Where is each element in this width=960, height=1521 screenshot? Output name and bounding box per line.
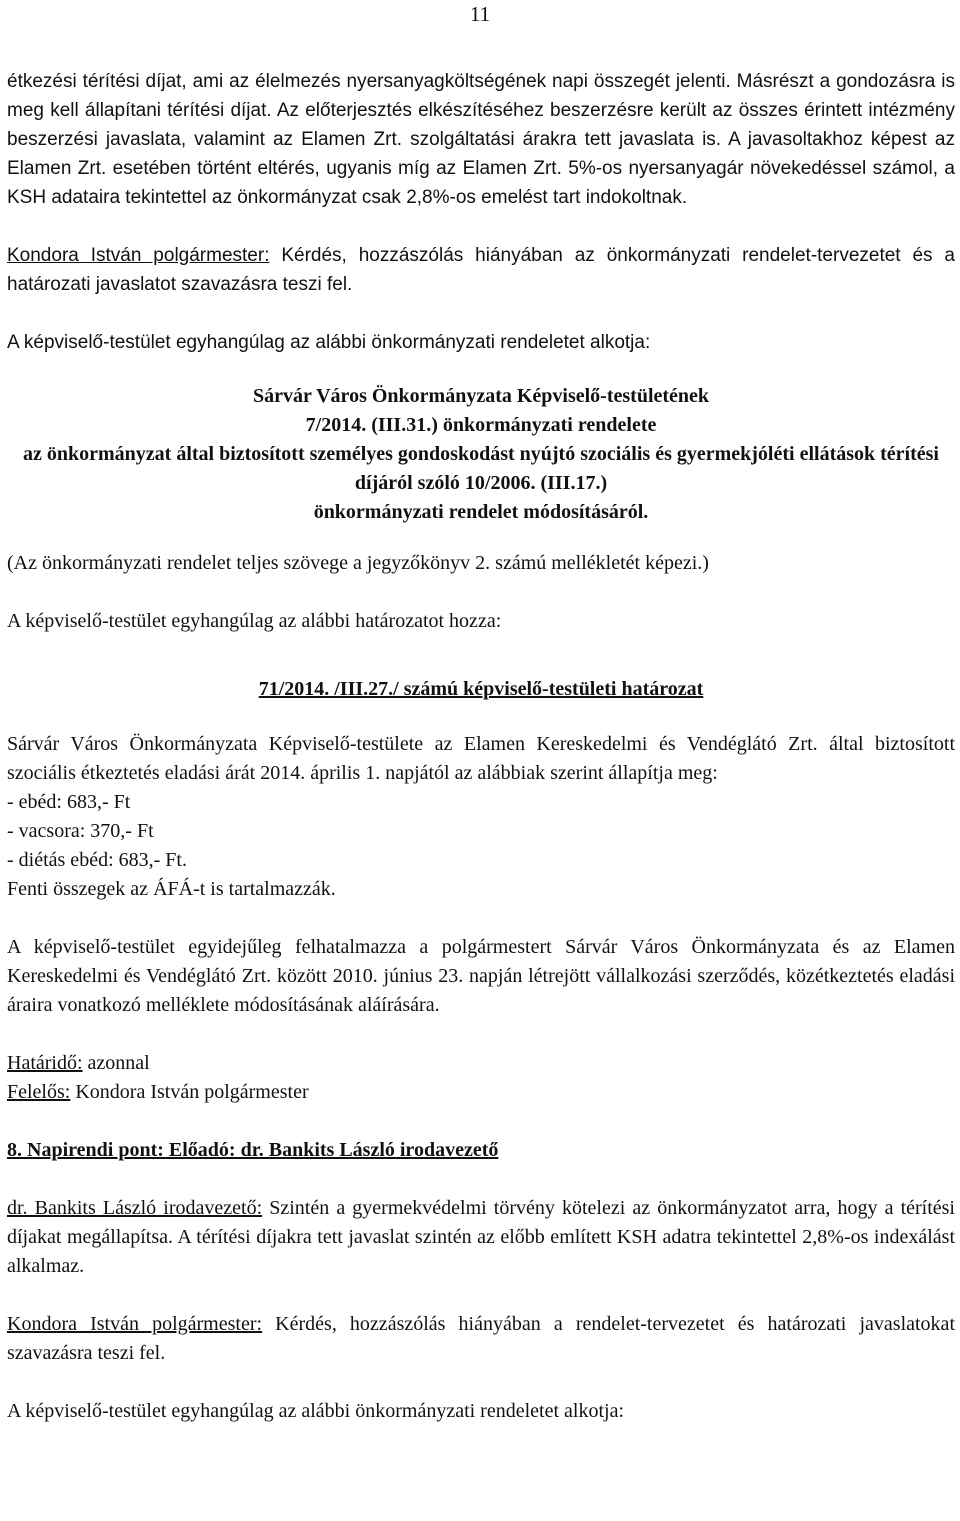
deadline-line [7, 1049, 955, 1078]
page-number: 11 [469, 2, 491, 26]
price-item-diet-lunch: - diétás ebéd: 683,- Ft. [7, 849, 187, 871]
office-head-statement [7, 1194, 955, 1281]
resolution-title: 71/2014. /III.27./ számú képviselő-testületi határozat [258, 678, 704, 700]
decree-title-line1: Sárvár Város Önkormányzata Képviselő-testületének [252, 385, 710, 407]
vat-note: Fenti összegek az ÁFÁ-t is tartalmazzák. [7, 878, 336, 900]
resolution-intro: A képviselő-testület egyhangúlag az alábbi határozatot hozza: [7, 610, 502, 632]
mayor-statement-text: Kérdés, hozzászólás hiányában az önkormányzati rendelet-tervezetet és a határozati javaslatot szavazásra teszi fel. [7, 245, 955, 295]
document-body [7, 67, 955, 1426]
mayor-statement-paragraph [7, 241, 955, 299]
decision-intro: A képviselő-testület egyhangúlag az alábbi önkormányzati rendeletet alkotja: [7, 332, 651, 353]
authorization-paragraph: A képviselő-testület egyidejűleg felhatalmazza a polgármestert Sárvár Város Önkormányzata és az Elamen Kereskedelmi és Vendéglátó Zrt. között 2010. június 23. napján létrejött vállalkozási szerződés, közétkeztetés eladási áraira vonatkozó melléklete módosításának aláírására. [7, 936, 955, 1016]
decree-title-line4: önkormányzati rendelet módosításáról. [313, 501, 649, 523]
speaker-label: Kondora István polgármester: [7, 245, 270, 266]
decision-intro-2: A képviselő-testület egyhangúlag az alábbi önkormányzati rendeletet alkotja: [7, 1400, 625, 1422]
resolution-text: Sárvár Város Önkormányzata Képviselő-testülete az Elamen Kereskedelmi és Vendéglátó Zrt. által biztosított szociális étkeztetés eladási árát 2014. április 1. napjától az alábbiak szerint állapítja meg: [7, 733, 955, 784]
responsible-label: Felelős: [7, 1081, 71, 1103]
responsible-value: Kondora István polgármester [70, 1081, 309, 1103]
agenda-heading: 8. Napirendi pont: Előadó: dr. Bankits László irodavezető [7, 1139, 499, 1161]
price-item-dinner: - vacsora: 370,- Ft [7, 820, 154, 842]
decree-title-line2: 7/2014. (III.31.) önkormányzati rendelete [305, 414, 657, 436]
price-list [7, 788, 955, 904]
speaker-label: dr. Bankits László irodavezető: [7, 1197, 263, 1219]
speaker-label: Kondora István polgármester: [7, 1313, 263, 1335]
mayor-statement-text-2: Kérdés, hozzászólás hiányában a rendelet-tervezetet és határozati javaslatokat szavazásra teszi fel. [7, 1313, 955, 1364]
decree-note: (Az önkormányzati rendelet teljes szövege a jegyzőkönyv 2. számú mellékletét képezi.) [7, 552, 709, 574]
mayor-statement-paragraph-2 [7, 1310, 955, 1368]
office-head-statement-text: Szintén a gyermekvédelmi törvény kötelezi az önkormányzatot arra, hogy a térítési díjakat megállapítsa. A térítési díjakra tett javaslat szintén az előbb említett KSH adatra tekintettel 2,8%-os indexálást alkalmaz. [7, 1197, 955, 1277]
intro-paragraph: étkezési térítési díjat, ami az élelmezés nyersanyagköltségének napi összegét jelenti. Másrészt a gondozásra is meg kell állapítani térítési díjat. Az előterjesztés elkészítéséhez beszerzésre került az összes érintett intézmény beszerzési javaslata, valamint az Elamen Zrt. szolgáltatási árakra tett javaslata is. A javasoltakhoz képest az Elamen Zrt. esetében történt eltérés, ugyanis míg az Elamen Zrt. 5%-os nyersanyagár növekedéssel számol, a KSH adataira tekintettel az önkormányzat csak 2,8%-os emelést tart indokoltnak. [7, 71, 955, 208]
decree-title-line3: az önkormányzat által biztosított személyes gondoskodást nyújtó szociális és gyermekjóléti ellátások térítési díjáról szóló 10/2006. (III.17.) [23, 443, 939, 494]
responsible-line [7, 1078, 955, 1107]
deadline-value: azonnal [82, 1052, 150, 1074]
price-item-lunch: - ebéd: 683,- Ft [7, 791, 131, 813]
deadline-label: Határidő: [7, 1052, 83, 1074]
decree-title [7, 382, 955, 527]
